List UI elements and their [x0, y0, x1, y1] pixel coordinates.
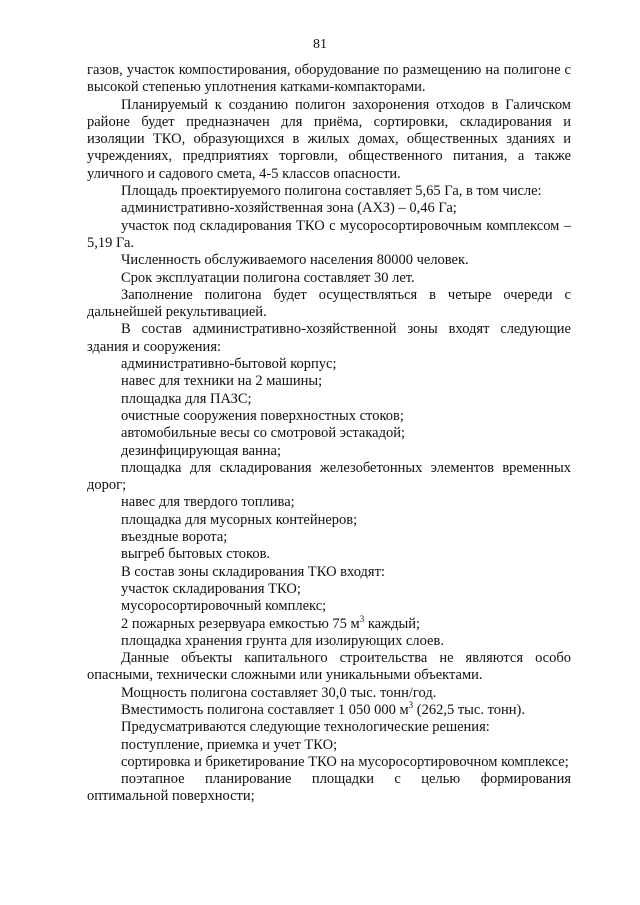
- paragraph-text: поэтапное планирование площадки с целью формирования оптимальной поверхности;: [87, 771, 571, 805]
- paragraph: [87, 737, 571, 754]
- paragraph-text: 2 пожарных резервуара емкостью 75 м: [121, 615, 360, 632]
- paragraph: [87, 218, 571, 253]
- paragraph-text: Планируемый к созданию полигон захоронения отходов в Галичском районе будет предназначен для приёма, сортировки, складирования и изоляции ТКО, образующихся в жилых домах, общественных зданиях и учреждениях, предприятиях торговли, общественного питания, а также уличного и садового смета, 4-5 классов опасности.: [87, 96, 571, 182]
- paragraph-text: очистные сооружения поверхностных стоков;: [121, 407, 404, 424]
- paragraph: [87, 754, 571, 771]
- paragraph: [87, 62, 571, 97]
- paragraph-text: В состав административно-хозяйственной зоны входят следующие здания и сооружения:: [87, 321, 571, 355]
- paragraph-text: навес для твердого топлива;: [121, 494, 295, 511]
- paragraph: [87, 546, 571, 563]
- paragraph: [87, 200, 571, 217]
- paragraph-text: Срок эксплуатации полигона составляет 30 лет.: [121, 269, 415, 286]
- paragraph: [87, 581, 571, 598]
- paragraph-text: площадка для ПАЗС;: [121, 390, 252, 407]
- paragraph: [87, 650, 571, 685]
- paragraph-text: Мощность полигона составляет 30,0 тыс. тонн/год.: [121, 684, 437, 701]
- paragraph: [87, 771, 571, 806]
- paragraph-text: Предусматриваются следующие технологические решения:: [121, 719, 490, 736]
- paragraph-text-after: каждый;: [364, 615, 421, 632]
- superscript: 3: [359, 613, 365, 624]
- paragraph-text: площадка хранения грунта для изолирующих слоев.: [121, 632, 444, 649]
- paragraph: [87, 443, 571, 460]
- paragraph: [87, 97, 571, 183]
- paragraph: [87, 460, 571, 495]
- paragraph-text: газов, участок компостирования, оборудование по размещению на полигоне с высокой степенью уплотнения катками-компакторами.: [87, 62, 571, 96]
- paragraph-text: Заполнение полигона будет осуществляться в четыре очереди с дальнейшей рекультивацией.: [87, 286, 571, 321]
- paragraph-text: Площадь проектируемого полигона составляет 5,65 Га, в том числе:: [121, 183, 542, 200]
- paragraph-text-after: (262,5 тыс. тонн).: [413, 701, 525, 718]
- paragraph-text: Численность обслуживаемого населения 80000 человек.: [121, 252, 469, 269]
- paragraph-text: сортировка и брикетирование ТКО на мусоросортировочном комплексе;: [121, 753, 569, 770]
- paragraph-text: поступление, приемка и учет ТКО;: [121, 736, 338, 753]
- paragraph-text: въездные ворота;: [121, 529, 228, 546]
- paragraph: [87, 391, 571, 408]
- paragraph: [87, 685, 571, 702]
- paragraph: [87, 183, 571, 200]
- paragraph: [87, 613, 571, 633]
- paragraph-text: Вместимость полигона составляет 1 050 000 м: [121, 701, 409, 718]
- paragraph: [87, 633, 571, 650]
- paragraph: [87, 425, 571, 442]
- paragraph: [87, 252, 571, 269]
- paragraph-text: площадка для складирования железобетонных элементов временных дорог;: [87, 459, 571, 494]
- paragraph-text: навес для техники на 2 машины;: [121, 373, 323, 390]
- paragraph-text: административно-хозяйственная зона (АХЗ) – 0,46 Га;: [121, 200, 457, 217]
- paragraph-text: участок под складирования ТКО с мусоросортировочным комплексом – 5,19 Га.: [87, 217, 571, 251]
- document-body: [87, 62, 571, 806]
- paragraph: [87, 287, 571, 322]
- superscript: 3: [408, 700, 414, 711]
- paragraph-text: выгреб бытовых стоков.: [121, 546, 271, 563]
- paragraph: [87, 356, 571, 373]
- paragraph-text: участок складирования ТКО;: [121, 580, 301, 597]
- paragraph: [87, 408, 571, 425]
- paragraph: [87, 494, 571, 511]
- paragraph-text: автомобильные весы со смотровой эстакадой;: [121, 425, 406, 442]
- paragraph-text: Данные объекты капитального строительства не являются особо опасными, технически сложными или уникальными объектами.: [87, 650, 571, 684]
- paragraph: [87, 564, 571, 581]
- paragraph: [87, 598, 571, 615]
- paragraph-text: дезинфицирующая ванна;: [121, 442, 282, 459]
- paragraph-text: В состав зоны складирования ТКО входят:: [121, 563, 385, 580]
- paragraph: [87, 270, 571, 287]
- paragraph-text: мусоросортировочный комплекс;: [121, 598, 327, 615]
- paragraph: [87, 373, 571, 390]
- paragraph: [87, 529, 571, 546]
- paragraph: [87, 321, 571, 356]
- paragraph: [87, 512, 571, 529]
- page-number: 81: [313, 37, 327, 52]
- paragraph: [87, 719, 571, 736]
- paragraph-text: площадка для мусорных контейнеров;: [121, 511, 358, 528]
- paragraph-text: административно-бытовой корпус;: [121, 356, 337, 373]
- paragraph: [87, 702, 571, 719]
